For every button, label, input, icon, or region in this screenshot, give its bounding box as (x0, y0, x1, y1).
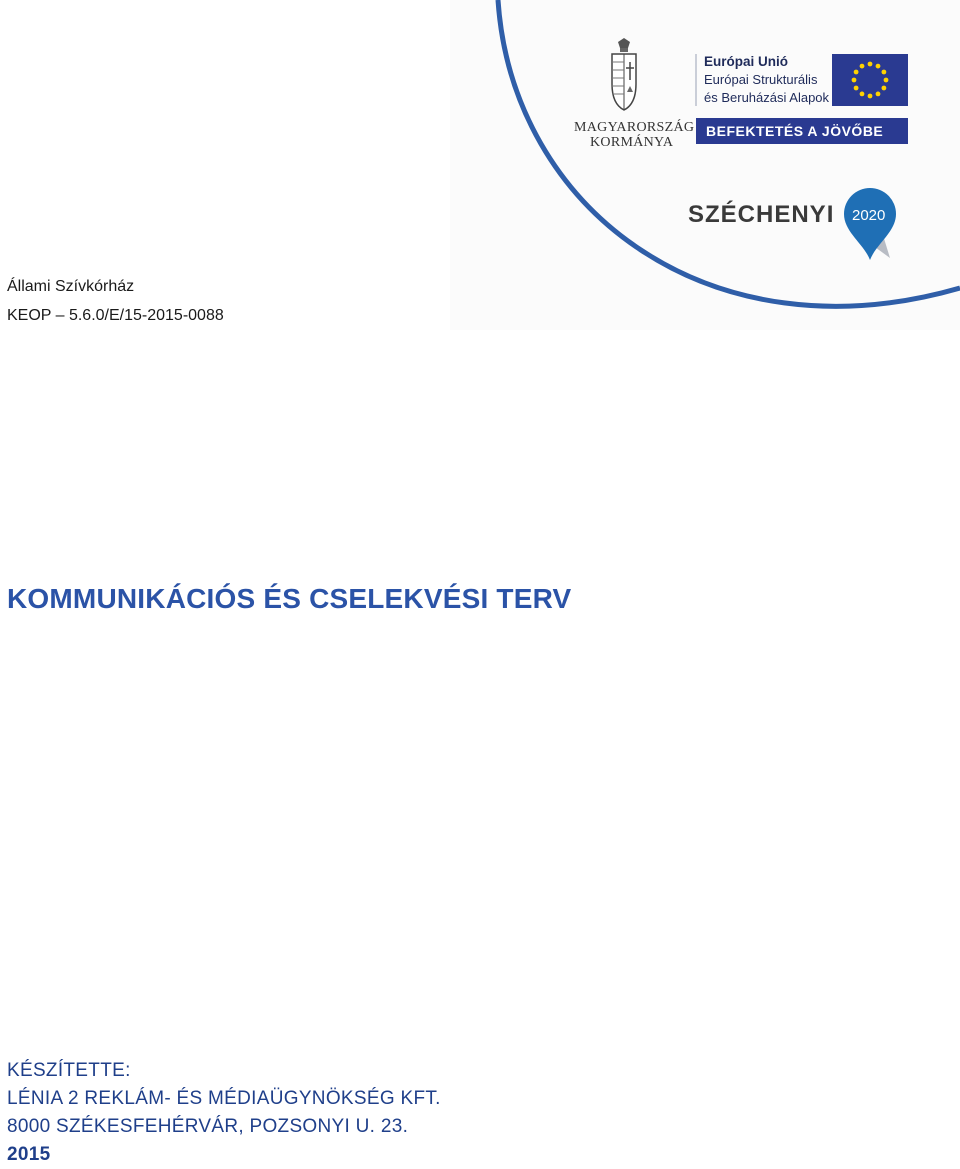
gov-name-line2: KORMÁNYA (590, 135, 674, 150)
invest-banner-text: BEFEKTETÉS A JÖVŐBE (706, 123, 884, 139)
eu-flag-icon (832, 54, 908, 106)
eu-funds-line1: Európai Strukturális (704, 72, 818, 87)
company-address: 8000 SZÉKESFEHÉRVÁR, POZSONYI U. 23. (7, 1116, 409, 1137)
szechenyi-name: SZÉCHENYI (688, 201, 835, 228)
logo-graphic (450, 0, 960, 330)
prepared-by-label: KÉSZÍTETTE: (7, 1060, 131, 1081)
szechenyi-year: 2020 (852, 207, 886, 224)
gov-name-line1: MAGYARORSZÁG (574, 120, 695, 135)
document-header (7, 272, 224, 330)
document-title: KOMMUNIKÁCIÓS ÉS CSELEKVÉSI TERV (7, 583, 572, 614)
funding-logo-panel (450, 0, 960, 330)
eu-funds-line2: és Beruházási Alapok (704, 90, 830, 105)
document-year: 2015 (7, 1144, 51, 1165)
document-footer (7, 1057, 441, 1169)
company-name: LÉNIA 2 REKLÁM- ÉS MÉDIAÜGYNÖKSÉG KFT. (7, 1088, 441, 1109)
institution-name: Állami Szívkórház (7, 278, 135, 295)
project-code: KEOP – 5.6.0/E/15-2015-0088 (7, 307, 224, 324)
eu-title: Európai Unió (704, 54, 788, 69)
